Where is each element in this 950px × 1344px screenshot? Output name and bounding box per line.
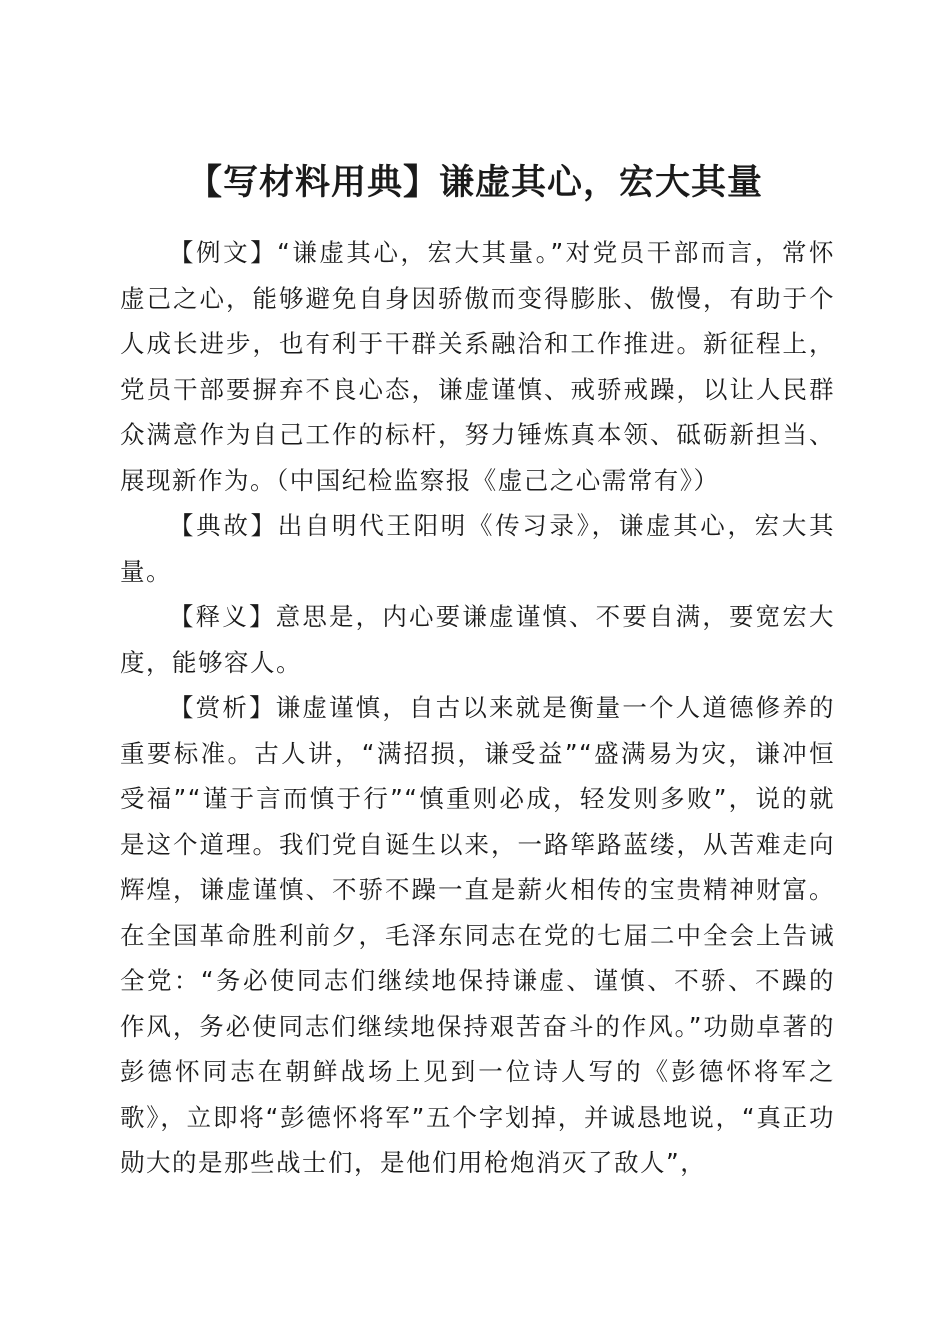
paragraph-allusion: 【典故】出自明代王阳明《传习录》，谦虚其心，宏大其量。 xyxy=(120,511,835,586)
paragraph-appreciation: 【赏析】谦虚谨慎，自古以来就是衡量一个人道德修养的重要标准。古人讲，“满招损，谦受益”“盛满易为灾，谦冲恒受福”“谨于言而慎于行”“慎重则必成，轻发则多败”，说的就是这个道理。我们党自诞生以来，一路筚路蓝缕，从苦难走向辉煌，谦虚谨慎、不骄不躁一直是薪火相传的宝贵精神财富。在全国革命胜利前夕，毛泽东同志在党的七届二中全会上告诫全党：“务必使同志们继续地保持谦虚、谨慎、不骄、不躁的作风，务必使同志们继续地保持艰苦奋斗的作风。”功勋卓著的彭德怀同志在朝鲜战场上见到一位诗人写的《彭德怀将军之歌》，立即将“彭德怀将军”五个字划掉，并诚恳地说，“真正功勋大的是那些战士们，是他们用枪炮消灭了敌人”， xyxy=(120,693,835,1177)
document-body xyxy=(120,230,835,1186)
paragraph-explanation: 【释义】意思是，内心要谦虚谨慎、不要自满，要宽宏大度，能够容人。 xyxy=(120,602,835,677)
document-title: 【写材料用典】谦虚其心，宏大其量 xyxy=(186,162,763,204)
paragraph-example: 【例文】“谦虚其心，宏大其量。”对党员干部而言，常怀虚己之心，能够避免自身因骄傲而变得膨胀、傲慢，有助于个人成长进步，也有利于干群关系融洽和工作推进。新征程上，党员干部要摒弃不良心态，谦虚谨慎、戒骄戒躁，以让人民群众满意作为自己工作的标杆，努力锤炼真本领、砥砺新担当、展现新作为。（中国纪检监察报《虚己之心需常有》） xyxy=(120,238,835,495)
